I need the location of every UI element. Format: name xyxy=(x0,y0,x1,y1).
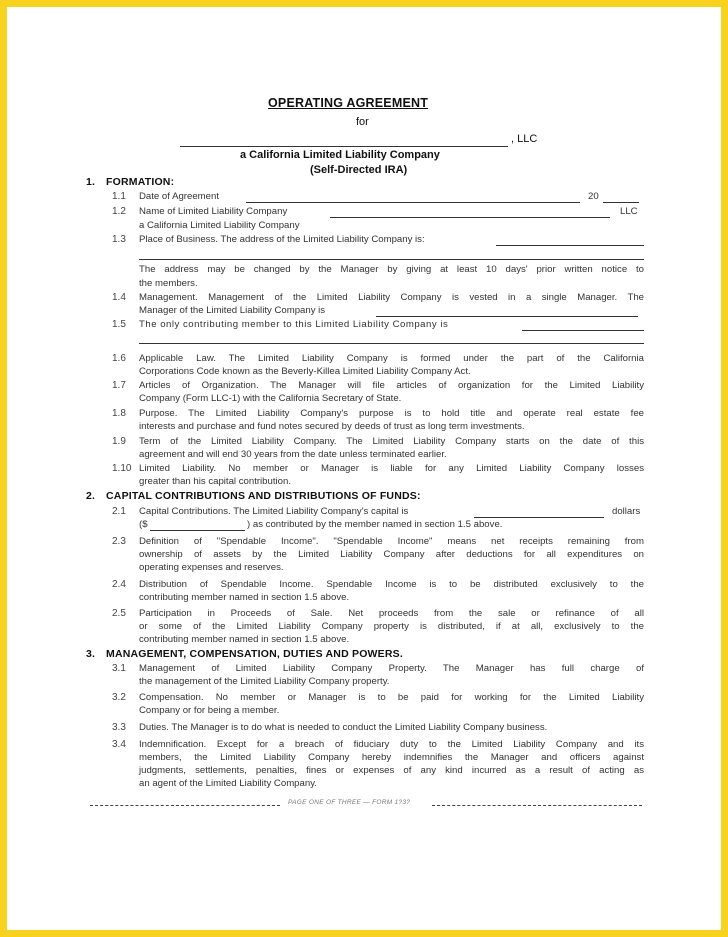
section-3-heading: MANAGEMENT, COMPENSATION, DUTIES AND POWERS. xyxy=(106,648,403,660)
section-3-number: 3. xyxy=(86,648,96,660)
address-blank-1[interactable] xyxy=(496,245,644,246)
item-number: 2.4 xyxy=(112,579,126,590)
subtitle-ira: (Self-Directed IRA) xyxy=(310,164,408,176)
item-text: Duties. The Manager is to do what is needed to conduct the Limited Liability Company business. xyxy=(139,722,548,733)
year-prefix: 20 xyxy=(588,191,599,202)
item-text: Participation in Proceeds of Sale. Net proceeds from the sale or refinance of all xyxy=(139,608,644,619)
capital-figure-blank[interactable] xyxy=(150,530,245,531)
item-number: 1.1 xyxy=(112,191,126,202)
item-text: contributing member named in section 1.5 above. xyxy=(139,592,350,603)
item-text: ) as contributed by the member named in section 1.5 above. xyxy=(247,519,503,530)
llc-suffix: , LLC xyxy=(511,133,538,145)
item-number: 2.5 xyxy=(112,608,126,619)
item-text: Corporations Code known as the Beverly-Killea Limited Liability Company Act. xyxy=(139,366,471,377)
dollars-label: dollars xyxy=(612,506,641,517)
item-text: Manager of the Limited Liability Company is xyxy=(139,305,326,316)
item-text: Management of Limited Liability Company Property. The Manager has full charge of xyxy=(139,663,644,674)
item-number: 3.4 xyxy=(112,739,126,750)
section-1-heading: FORMATION: xyxy=(106,176,175,188)
item-text: judgments, settlements, penalties, fines or expenses of any kind incurred as a result of acting as xyxy=(139,765,644,776)
item-text: Capital Contributions. The Limited Liability Company's capital is xyxy=(139,506,409,517)
item-text: Definition of "Spendable Income". "Spendable Income" means net receipts remaining from xyxy=(139,536,644,547)
for-text: for xyxy=(356,116,369,128)
item-number: 1.6 xyxy=(112,353,126,364)
item-text: The only contributing member to this Limited Liability Company is xyxy=(139,319,449,330)
item-text: Name of Limited Liability Company xyxy=(139,206,288,217)
item-text: Place of Business. The address of the Limited Liability Company is: xyxy=(139,234,425,245)
item-text: The address may be changed by the Manager by giving at least 10 days' prior written notice to xyxy=(139,264,644,275)
manager-blank[interactable] xyxy=(376,316,638,317)
item-text: interests and purchase and fund notes secured by deeds of trust as long term investments. xyxy=(139,421,525,432)
company-name-blank[interactable] xyxy=(330,217,610,218)
item-number: 1.4 xyxy=(112,292,126,303)
item-text: greater than his capital contribution. xyxy=(139,476,291,487)
item-number: 2.1 xyxy=(112,506,126,517)
section-2-heading: CAPITAL CONTRIBUTIONS AND DISTRIBUTIONS OF FUNDS: xyxy=(106,490,421,502)
item-text: Distribution of Spendable Income. Spendable Income is to be distributed exclusively to the xyxy=(139,579,644,590)
dollar-sign: ($ xyxy=(139,519,148,530)
footer-rule-left xyxy=(90,805,280,806)
date-blank[interactable] xyxy=(246,202,580,203)
item-number: 3.3 xyxy=(112,722,126,733)
subtitle-state: a California Limited Liability Company xyxy=(240,149,440,161)
item-text: Compensation. No member or Manager is to be paid for working for the Limited Liability xyxy=(139,692,644,703)
footer-rule-right xyxy=(432,805,642,806)
llc-label: LLC xyxy=(620,206,638,217)
item-text: Company (Form LLC-1) with the California Secretary of State. xyxy=(139,393,402,404)
item-text: or some of the Limited Liability Company property is distributed, if at all, exclusively to the xyxy=(139,621,644,632)
item-text: Date of Agreement xyxy=(139,191,219,202)
item-text: the members. xyxy=(139,278,198,289)
item-number: 3.1 xyxy=(112,663,126,674)
item-text: members, the Limited Liability Company hereby indemnifies the Manager and officers against xyxy=(139,752,644,763)
item-number: 1.10 xyxy=(112,463,132,474)
item-text: Articles of Organization. The Manager will file articles of organization for the Limited Liability xyxy=(139,380,644,391)
section-2-number: 2. xyxy=(86,490,96,502)
item-number: 1.5 xyxy=(112,319,126,330)
item-number: 3.2 xyxy=(112,692,126,703)
item-text: Limited Liability. No member or Manager is liable for any Limited Liability Company losses xyxy=(139,463,644,474)
year-blank[interactable] xyxy=(603,202,639,203)
footer-text: PAGE ONE OF THREE — FORM 1?3? xyxy=(288,799,411,806)
item-number: 1.7 xyxy=(112,380,126,391)
address-blank-2[interactable] xyxy=(139,259,644,260)
item-text: Applicable Law. The Limited Liability Company is formed under the part of the California xyxy=(139,353,644,364)
item-text: a California Limited Liability Company xyxy=(139,220,300,231)
item-text: agreement and will end 30 years from the date unless terminated earlier. xyxy=(139,449,447,460)
item-text: Purpose. The Limited Liability Company's purpose is to hold title and operate real estate fee xyxy=(139,408,644,419)
item-text: contributing member named in section 1.5 above. xyxy=(139,634,350,645)
item-number: 1.9 xyxy=(112,436,126,447)
item-number: 1.3 xyxy=(112,234,126,245)
document-title: OPERATING AGREEMENT xyxy=(268,96,429,110)
capital-amount-blank[interactable] xyxy=(474,517,604,518)
item-text: Term of the Limited Liability Company. The Limited Liability Company starts on the date of this xyxy=(139,436,644,447)
item-number: 2.3 xyxy=(112,536,126,547)
item-text: an agent of the Limited Liability Company. xyxy=(139,778,317,789)
item-text: Company or for being a member. xyxy=(139,705,280,716)
member-blank-2[interactable] xyxy=(139,343,644,344)
item-text: the management of the Limited Liability Company property. xyxy=(139,676,390,687)
item-text: Indemnification. Except for a breach of fiduciary duty to the Limited Liability Company and its xyxy=(139,739,644,750)
item-text: operating expenses and reserves. xyxy=(139,562,284,573)
item-text: Management. Management of the Limited Liability Company is vested in a single Manager. The xyxy=(139,292,644,303)
item-number: 1.2 xyxy=(112,206,126,217)
item-text: ownership of assets by the Limited Liability Company after deductions for all expenditures on xyxy=(139,549,644,560)
member-blank-1[interactable] xyxy=(522,330,644,331)
llc-name-blank[interactable] xyxy=(180,146,508,147)
item-number: 1.8 xyxy=(112,408,126,419)
section-1-number: 1. xyxy=(86,176,96,188)
